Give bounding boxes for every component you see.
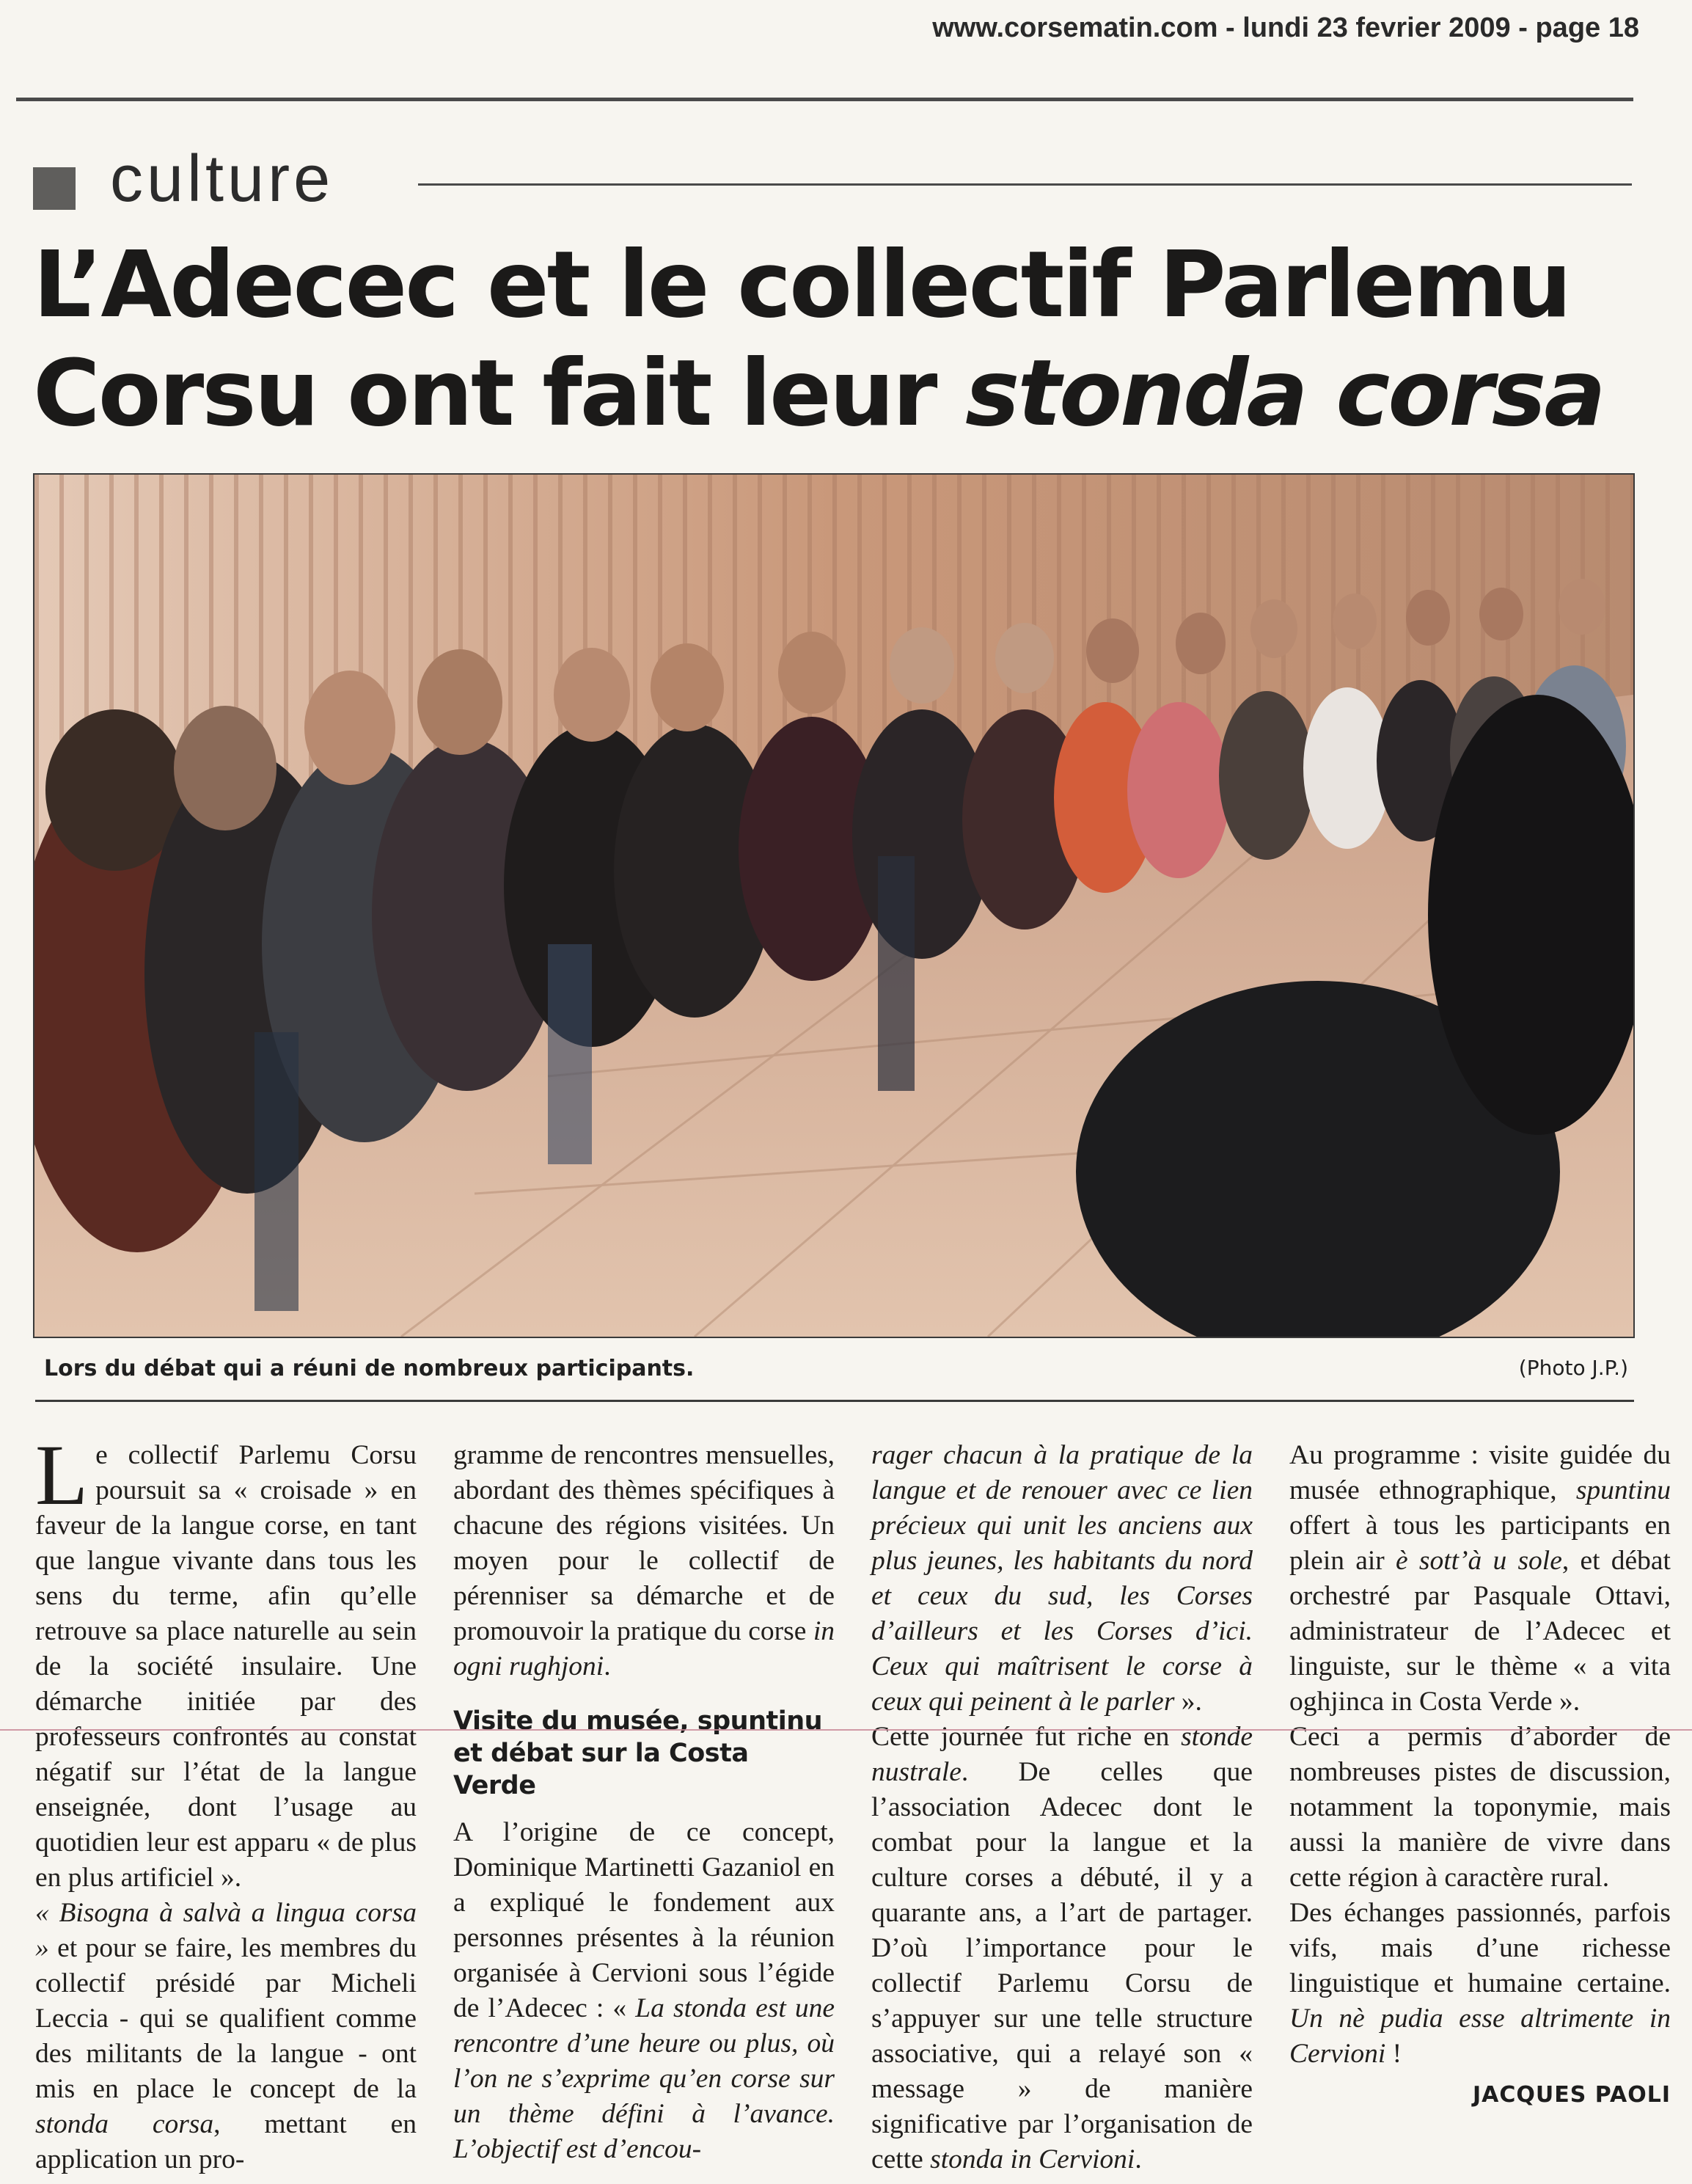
photo-caption bbox=[35, 1343, 1634, 1402]
paragraph-text: , et débat orchestré par Pasquale Ottavi, administrateur de l’Adecec et linguiste, sur le thème « a vita oghjinca in Costa Verde ». bbox=[1289, 1546, 1671, 1717]
term-italic: è sott’à u sole bbox=[1395, 1546, 1562, 1576]
paragraph bbox=[453, 1815, 835, 2167]
term-italic: in ogni rughjoni bbox=[453, 1616, 835, 1681]
quote-italic: La stonda est une rencontre d’une heure ou plus, où l’on ne s’exprime qu’en corse sur un thème défini à l’avance. L’objectif est d’encou- bbox=[453, 1993, 835, 2164]
article-photo bbox=[33, 473, 1635, 1338]
paragraph-text: . bbox=[1135, 2144, 1142, 2174]
scan-fold-line bbox=[0, 1729, 1692, 1731]
section-label: culture bbox=[110, 142, 334, 216]
quote-italic: rager chacun à la pratique de la langue et de renouer avec ce lien précieux qui unit les anciens aux plus jeunes, les habitants du nord et ceux du sud, les Corses d’ailleurs et les Corses d’ici. Ceux qui maîtrisent le corse à ceux qui peinent à le parler bbox=[871, 1440, 1253, 1717]
paragraph-text: , mettant en application un pro- bbox=[35, 2109, 417, 2174]
article-column-1 bbox=[35, 1427, 417, 2177]
paragraph-text: . bbox=[604, 1651, 611, 1681]
paragraph-text: Cette journée fut riche en bbox=[871, 1722, 1182, 1752]
term-italic: spuntinu bbox=[1575, 1475, 1671, 1505]
term-italic: stonda corsa bbox=[35, 2109, 214, 2139]
term-italic: stonda in Cervioni bbox=[930, 2144, 1135, 2174]
article-body bbox=[35, 1427, 1671, 2174]
paragraph-text: Des échanges passionnés, parfois vifs, mais d’une richesse linguistique et humaine certaine. bbox=[1289, 1898, 1671, 1998]
section-marker-icon bbox=[33, 167, 76, 210]
paragraph bbox=[453, 1438, 835, 1684]
caption-text: Lors du débat qui a réuni de nombreux participants. bbox=[44, 1356, 695, 1381]
paragraph-text: offert à tous les participants en plein air bbox=[1289, 1511, 1671, 1576]
meeting-photo-illustration bbox=[34, 475, 1633, 1337]
headline-italic: stonda corsa bbox=[964, 340, 1604, 447]
paragraph bbox=[35, 1896, 417, 2177]
paragraph bbox=[871, 1720, 1253, 2177]
paragraph-text: Ceci a permis d’aborder de nombreuses pistes de discussion, notamment la toponymie, mais aussi la manière de vivre dans cette région à caractère rural. bbox=[1289, 1722, 1671, 1893]
paragraph-text: e collectif Parlemu Corsu poursuit sa « croisade » en faveur de la langue corse, en tant que langue vivante dans tous les sens du terme, afin qu’elle retrouve sa place naturelle au sein de la société insulaire. Une démarche initiée par des professeurs confrontés au constat négatif sur l’état de la langue enseignée, dont l’usage au quotidien leur est apparu « de plus en plus artificiel ». bbox=[35, 1440, 417, 1893]
paragraph-text: gramme de rencontres mensuelles, abordant des thèmes spécifiques à chacune des régions visitées. Un moyen pour le collectif de pérenniser sa démarche et de promouvoir la pratique du corse bbox=[453, 1440, 835, 1646]
article-column-4 bbox=[1289, 1438, 1671, 2177]
paragraph-text: . De celles que l’association Adecec dont le combat pour la langue et la culture corses a débuté, il y a quarante ans, a l’art de partager. D’où l’importance pour le collectif Parlemu Corsu de s’appuyer sur une telle structure associative, qui a relayé son « message » de manière significative par l’organisation de cette bbox=[871, 1757, 1253, 2174]
paragraph bbox=[35, 1427, 417, 1896]
header-rule bbox=[16, 98, 1633, 101]
paragraph-text: ! bbox=[1385, 2039, 1402, 2069]
article-column-2 bbox=[453, 1438, 835, 2177]
headline-line-1: L’Adecec et le collectif Parlemu bbox=[33, 232, 1570, 338]
photo-credit: (Photo J.P.) bbox=[1518, 1356, 1628, 1380]
paragraph bbox=[871, 1438, 1253, 1720]
header-date: lundi 23 fevrier 2009 bbox=[1242, 12, 1511, 43]
corsican-quote: « Bisogna à salvà a lingua corsa » bbox=[35, 1898, 417, 1963]
headline-line-2: Corsu ont fait leur bbox=[33, 340, 965, 447]
paragraph bbox=[1289, 1438, 1671, 1720]
article-column-3 bbox=[871, 1438, 1253, 2177]
paragraph-text: ». bbox=[1174, 1687, 1202, 1717]
header-url: www.corsematin.com bbox=[932, 12, 1218, 43]
header-sep-2: - bbox=[1518, 12, 1536, 43]
paragraph bbox=[1289, 1720, 1671, 1896]
author-signature: JACQUES PAOLI bbox=[1472, 2082, 1671, 2108]
page-header bbox=[29, 12, 1639, 44]
header-page: page 18 bbox=[1535, 12, 1639, 43]
paragraph-text: et pour se faire, les membres du collectif présidé par Micheli Leccia - qui se qualifient comme des militants de la langue - ont mis en place le concept de la bbox=[35, 1933, 417, 2104]
header-sep-1: - bbox=[1226, 12, 1243, 43]
paragraph-text: A l’origine de ce concept, Dominique Martinetti Gazaniol en a expliqué le fondement aux personnes présentes à la réunion organisée à Cervioni sous l’égide de l’Adecec : « bbox=[453, 1817, 835, 2023]
headline bbox=[33, 231, 1639, 448]
section-rule bbox=[418, 183, 1632, 186]
corsican-quote: Un nè pudia esse altrimente in Cervioni bbox=[1289, 2004, 1671, 2069]
paragraph-text: Au programme : visite guidée du musée ethnographique, bbox=[1289, 1440, 1671, 1505]
dropcap: L bbox=[35, 1427, 89, 1523]
term-italic: stonde nustrale bbox=[871, 1722, 1253, 1787]
paragraph bbox=[1289, 1896, 1671, 2072]
subheading: Visite du musée, spuntinu et débat sur la Costa Verde bbox=[453, 1706, 823, 1800]
